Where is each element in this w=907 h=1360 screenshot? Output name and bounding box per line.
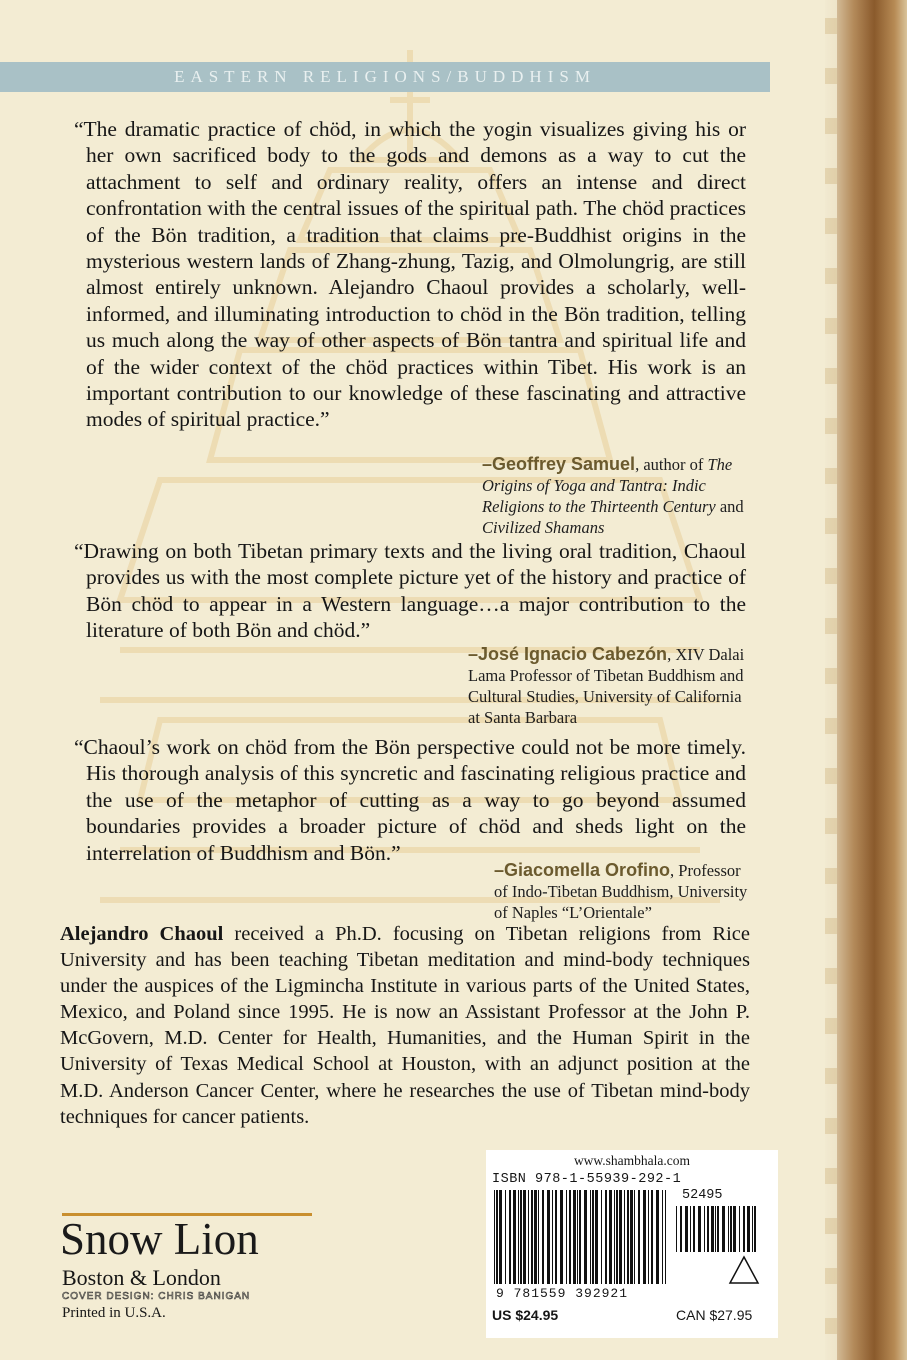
barcode-bar [747, 1206, 750, 1252]
barcode-bar [728, 1206, 729, 1252]
barcode-bar [752, 1206, 753, 1252]
barcode-bar [577, 1190, 578, 1284]
quote-2 [74, 538, 746, 644]
barcode-bar [743, 1206, 745, 1252]
barcode-bar [566, 1190, 567, 1284]
bio-author-name: Alejandro Chaoul [60, 923, 224, 945]
barcode-digits: 9 781559 392921 [496, 1286, 629, 1301]
barcode-bar [542, 1190, 544, 1284]
quote-1-text: “The dramatic practice of chöd, in which the yogin visualizes giving his or her own sacrificed body to the gods and demons as a way to cut the attachment to self and ordinary reality, offers an intense and direct confrontation with the central issues of the spiritual path. The chöd practices of the Bön tradition, a tradition that claims pre-Buddhist origins in the mysterious western lands of Zhang-zhung, Tazig, and Olmolungrig, are still almost entirely unknown. Alejandro Chaoul provides a scholarly, well-informed, and illuminating introduction to chöd in the Bön tradition, telling us much along the way of other aspects of Bön tantra and spiritual life and of the wider context of the chöd practices within Tibet. His work is an important contribution to our knowledge of these fascinating and attractive modes of spiritual practice.” [74, 117, 746, 432]
barcode-bar [624, 1190, 625, 1284]
barcode-bar [676, 1206, 677, 1252]
barcode-bar [499, 1190, 502, 1284]
barcode-bar [513, 1190, 516, 1284]
isbn-barcode-icon [494, 1190, 666, 1284]
barcode-bar [579, 1190, 581, 1284]
barcode-bar [605, 1190, 607, 1284]
quote-1-book-1: The Origins of Yoga and Tantra: Indic Religions to the Thirteenth Century [482, 455, 733, 516]
barcode-bar [690, 1206, 691, 1252]
barcode-bar [560, 1190, 563, 1284]
barcode-bar [584, 1190, 587, 1284]
quote-1-book-2: Civilized Shamans [482, 518, 605, 537]
bio-text: received a Ph.D. focusing on Tibetan religions from Rice University and has been teaching Tibetan meditation and mind-body techniques under the auspices of the Ligmincha Institute in various parts of the United States, Mexico, and Poland since 1995. He is now an Assistant Professor at the John P. McGovern, M.D. Center for Health, Humanities, and the Human Spirit in the University of Texas Medical School at Houston, with an adjunct position at the M.D. Anderson Cancer Center, where he researches the use of Tibetan mind-body techniques for cancer patients. [60, 923, 751, 1128]
barcode-bar [651, 1190, 653, 1284]
barcode-bar [643, 1190, 646, 1284]
barcode-bar [494, 1190, 495, 1284]
category-label: EASTERN RELIGIONS/BUDDHISM [174, 67, 596, 86]
book-spine-edge [825, 0, 907, 1360]
barcode-bar [531, 1190, 533, 1284]
quote-2-attribution [468, 644, 752, 728]
price-can: CAN $27.95 [676, 1307, 753, 1323]
quote-1-attribution [482, 454, 752, 538]
publisher-logo: Snow Lion [60, 1214, 259, 1264]
barcode-bar [505, 1190, 506, 1284]
barcode-bar [717, 1206, 719, 1252]
barcode-bar [662, 1190, 663, 1284]
barcode-bar [619, 1190, 622, 1284]
barcode-bar [754, 1206, 756, 1252]
price-code: 52495 [682, 1188, 723, 1203]
barcode-bar [528, 1190, 529, 1284]
barcode-bar [601, 1190, 602, 1284]
barcode-bar [518, 1190, 519, 1284]
barcode-bar [616, 1190, 618, 1284]
quote-2-credit: , XIV Dalai Lama Professor of Tibetan Buddhism and Cultural Studies, University of California at Santa Barbara [468, 645, 745, 727]
barcode-bar [590, 1190, 591, 1284]
triangle-icon [728, 1254, 760, 1286]
barcode-bar [569, 1190, 571, 1284]
barcode-bar [509, 1190, 511, 1284]
quote-3-credit: , Professor of Indo-Tibetan Buddhism, University of Naples “L’Orientale” [494, 861, 748, 922]
quote-1-credit-join: and [715, 497, 744, 516]
barcode-bar [573, 1190, 576, 1284]
barcode-bar [704, 1206, 705, 1252]
barcode-bar [547, 1190, 550, 1284]
barcode-bar [638, 1190, 640, 1284]
publisher-website: www.shambhala.com [573, 1153, 691, 1168]
barcode-bar [648, 1190, 649, 1284]
barcode-bar [665, 1190, 666, 1284]
barcode-bar [693, 1206, 695, 1252]
price-us: US $24.95 [492, 1307, 559, 1323]
cover-design-credit: COVER DESIGN: CHRIS BANIGAN [62, 1291, 251, 1302]
barcode-bar [496, 1190, 498, 1284]
author-bio [60, 921, 750, 1130]
barcode-bar [730, 1206, 732, 1252]
quote-2-text: “Drawing on both Tibetan primary texts and the living oral tradition, Chaoul provides us with the most complete picture yet of the history and practice of Bön chöd to appear in a Western language…a major contribution to the literature of both Bön and chöd.” [74, 539, 746, 643]
barcode-bar [680, 1206, 682, 1252]
barcode-bar [538, 1190, 539, 1284]
barcode-bar [534, 1190, 537, 1284]
barcode-bar [552, 1190, 553, 1284]
publisher-city: Boston & London [62, 1265, 221, 1290]
barcode-bar [523, 1190, 526, 1284]
quote-1 [74, 116, 746, 433]
barcode-bar [739, 1206, 740, 1252]
barcode-bar [733, 1206, 736, 1252]
category-band [0, 62, 770, 92]
quote-3-author: –Giacomella Orofino [494, 860, 671, 880]
isbn: ISBN 978-1-55939-292-1 [492, 1172, 682, 1187]
barcode-bar [698, 1206, 701, 1252]
barcode-bar [627, 1190, 629, 1284]
barcode-bar [520, 1190, 522, 1284]
barcode-bar [707, 1206, 709, 1252]
barcode-bar [609, 1190, 612, 1284]
quote-2-author: –José Ignacio Cabezón [468, 644, 668, 664]
barcode-bar [555, 1190, 557, 1284]
barcode-bar [634, 1190, 635, 1284]
barcode-bar [595, 1190, 598, 1284]
barcode-bar [630, 1190, 633, 1284]
quote-3-attribution [494, 860, 752, 923]
quote-3 [74, 734, 746, 866]
barcode-bar [592, 1190, 594, 1284]
quote-1-author: –Geoffrey Samuel [482, 454, 636, 474]
printed-in: Printed in U.S.A. [62, 1305, 166, 1321]
barcode-bar [711, 1206, 714, 1252]
quote-1-credit-prefix: , author of [635, 455, 708, 474]
barcode-bar [685, 1206, 688, 1252]
barcode-bar [614, 1190, 615, 1284]
barcode-box [486, 1150, 778, 1338]
price-barcode-icon [676, 1206, 756, 1252]
quote-3-text: “Chaoul’s work on chöd from the Bön perspective could not be more timely. His thorough analysis of this syncretic and fascinating religious practice and the use of the metaphor of cutting as a way to go beyond assumed boundaries provides a broader picture of chöd and sheds light on the interrelation of Buddhism and Bön.” [74, 735, 746, 865]
barcode-bar [715, 1206, 716, 1252]
barcode-bar [722, 1206, 725, 1252]
barcode-bar [656, 1190, 659, 1284]
